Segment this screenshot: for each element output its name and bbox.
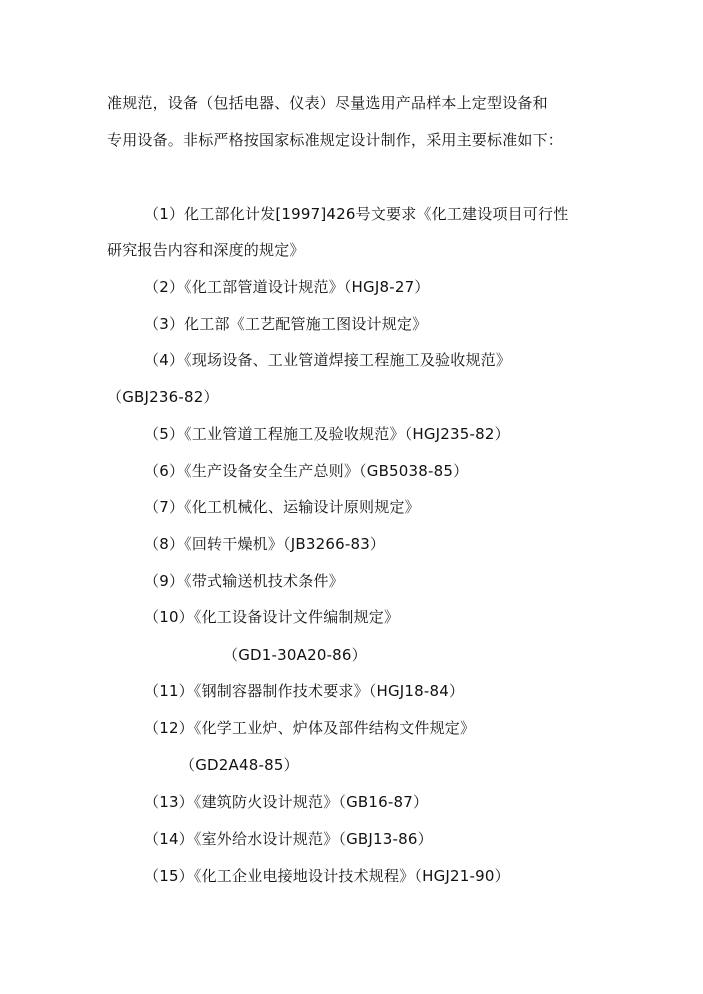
- standard-5: （5）《工业管道工程施工及验收规范》（HGJ235-82）: [144, 425, 510, 443]
- standard-1-line-2: 研究报告内容和深度的规定》: [107, 241, 305, 259]
- standard-9: （9）《带式输送机技术条件》: [144, 572, 344, 590]
- standard-6: （6）《生产设备安全生产总则》（GB5038-85）: [144, 462, 469, 480]
- standard-4-line-1: （4）《现场设备、工业管道焊接工程施工及验收规范》: [144, 351, 512, 369]
- intro-line-2: 专用设备。非标严格按国家标准规定设计制作，采用主要标准如下：: [107, 131, 564, 149]
- standard-4-line-2: （GBJ236-82）: [107, 388, 219, 406]
- standard-15: （15）《化工企业电接地设计技术规程》（HGJ21-90）: [144, 867, 510, 885]
- intro-line-1: 准规范，设备（包括电器、仪表）尽量选用产品样本上定型设备和: [107, 94, 548, 112]
- standard-12-line-1: （12）《化学工业炉、炉体及部件结构文件规定》: [144, 719, 476, 737]
- standard-10-line-2: （GD1-30A20-86）: [223, 646, 367, 664]
- standard-11: （11）《钢制容器制作技术要求》（HGJ18-84）: [144, 682, 465, 700]
- standard-2: （2）《化工部管道设计规范》（HGJ8-27）: [144, 278, 430, 296]
- standard-7: （7）《化工机械化、运输设计原则规定》: [144, 498, 420, 516]
- standard-3: （3）化工部《工艺配管施工图设计规定》: [144, 315, 428, 333]
- standard-13: （13）《建筑防火设计规范》（GB16-87）: [144, 793, 429, 811]
- standard-8: （8）《回转干燥机》（JB3266-83）: [144, 535, 386, 553]
- standard-1-line-1: （1）化工部化计发[1997]426号文要求《化工建设项目可行性: [144, 205, 569, 223]
- standard-12-line-2: （GD2A48-85）: [180, 756, 299, 774]
- standard-10-line-1: （10）《化工设备设计文件编制规定》: [144, 608, 400, 626]
- standard-14: （14）《室外给水设计规范》（GBJ13-86）: [144, 830, 433, 848]
